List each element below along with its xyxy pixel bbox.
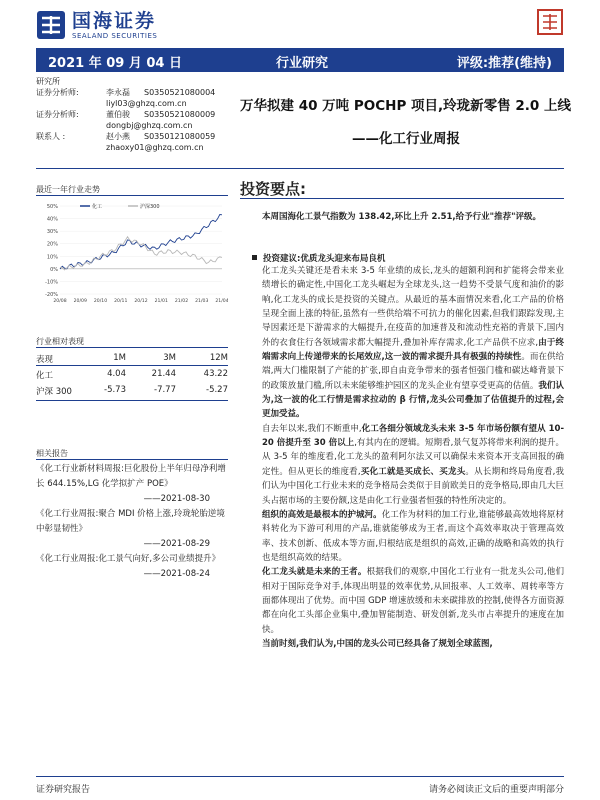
table-header-cell: 3M: [163, 353, 176, 363]
industry-rating: 评级:推荐(维持): [456, 56, 552, 71]
table-row: [36, 366, 228, 382]
related-report-date: ——2021-08-30: [143, 494, 210, 504]
table-cell: -5.27: [206, 385, 228, 395]
table-cell: 沪深 300: [36, 387, 72, 397]
perf-bottom-divider: [36, 400, 228, 401]
y-tick-label: 0%: [50, 266, 58, 273]
paragraph: [262, 508, 564, 565]
text-run-bold: 组织的高效是最根本的护城河。: [262, 509, 382, 520]
x-tick-label: 20/12: [134, 299, 148, 304]
x-tick-label: 21/02: [174, 299, 189, 304]
related-report-date: ——2021-08-29: [143, 539, 210, 549]
x-tick-label: 21/01: [154, 299, 168, 304]
analyst-name: 董伯骏: [106, 110, 130, 119]
analyst-name: 赵小燕: [106, 132, 130, 141]
paragraph: [262, 264, 564, 422]
analyst-id[interactable]: liyl03@ghzq.com.cn: [106, 99, 187, 108]
x-tick-label: 20/11: [114, 299, 128, 304]
x-tick-label: 20/10: [93, 299, 108, 304]
chart-heading: 最近一年行业走势: [36, 185, 100, 194]
series-line: [60, 215, 222, 269]
trend-chart-svg: [36, 198, 228, 308]
table-cell: 21.44: [151, 369, 176, 379]
text-run-bold: 当前时刻,我们认为,中国的龙头公司已经具备了规划全球蓝图,: [262, 638, 493, 649]
industry-trend-chart: [36, 198, 228, 308]
table-header-cell: 12M: [209, 353, 228, 363]
text-run-bold: 买化工就是买成长、买龙头: [360, 466, 466, 477]
text-run: 。而在供给端,两大门槛限制了产能的扩张,即自由竞争带来的强者恒强门槛和碳达峰背景下的政策放量门槛,所以未来能够维护园区的龙头企业有望享受更高的估值。: [262, 352, 564, 391]
performance-table: [36, 350, 228, 398]
text-run: 根据我们的观察,中国化工行业有一批龙头公司,他们相对于国际竞争对手,体现出明显的效率优势,从回报率、人工效率、周转率等方面都体现出了优势。而中国 GDP 增速放缓和未来碳排放的控制,使得各方面资源都在向化工头部企业集中,叠加智能制造、研发创新,龙头市占率提升的速度在加快。: [262, 567, 564, 635]
report-date: 2021 年 09 月 04 日: [48, 56, 182, 71]
table-cell: 4.04: [107, 369, 126, 379]
related-reports: [36, 462, 228, 582]
analyst-info: [36, 76, 236, 153]
text-run-bold: 化工龙头就是未来的王者。: [262, 567, 367, 578]
paragraph: [262, 422, 564, 508]
main-heading: 投资要点:: [240, 180, 306, 198]
analyst-id: S0350521080009: [144, 110, 216, 119]
y-tick-label: 10%: [46, 254, 58, 261]
perf-divider: [36, 347, 228, 348]
analyst-name: 李永磊: [106, 88, 130, 97]
company-logo: [36, 10, 157, 40]
body-text: [262, 264, 564, 651]
related-heading: 相关报告: [36, 449, 68, 458]
table-row: [36, 382, 228, 398]
footer-right: 请务必阅读正文后的重要声明部分: [428, 785, 564, 795]
analyst-id: S0350521080004: [144, 88, 216, 97]
footer-left: 证券研究报告: [36, 785, 91, 795]
analyst-role: 联系人 :: [36, 132, 66, 141]
series-line: [60, 237, 222, 270]
table-cell: -5.73: [104, 385, 126, 395]
text-run-bold: 化工各细分领域龙头未来 3-5 年市场份额有望从 10-20 倍提升至 30 倍以上: [262, 423, 565, 449]
table-cell: -7.77: [154, 385, 176, 395]
report-meta-bar: [36, 48, 564, 72]
report-type: 行业研究: [276, 56, 329, 71]
y-tick-label: 50%: [46, 204, 58, 210]
text-run: ,有其内在的逻辑。短期看,景气复苏将带来利润的提升。从 3-5 年的维度看,化工龙头的盈利阿尔法又可以确保未来资本开支高回报的确定性。但从更长的维度看,: [262, 438, 564, 477]
analyst-role: 证券分析师:: [36, 88, 79, 97]
logo-cn-text: 国海证券: [72, 10, 157, 32]
x-tick-label: 21/03: [195, 299, 209, 304]
table-header-cell: 1M: [113, 353, 126, 363]
related-report-link[interactable]: 《化工行业周报:聚合 MDI 价格上涨,玲珑轮胎逆境中彰显韧性》: [36, 509, 225, 534]
bullet-text: 投资建议:优质龙头迎来布局良机: [263, 254, 386, 264]
x-tick-label: 20/09: [73, 299, 87, 304]
legend-label: 化工: [92, 204, 103, 210]
analyst-row: [36, 109, 236, 120]
main-divider: [240, 198, 564, 199]
report-title: 万华拟建 40 万吨 POCHP 项目,玲珑新零售 2.0 上线: [240, 98, 572, 114]
y-tick-label: 30%: [46, 229, 58, 236]
text-run: 自去年以来,我们不断重申,: [262, 423, 362, 434]
footer-divider: [36, 776, 564, 777]
analyst-id: S0350121080059: [144, 132, 216, 141]
y-tick-label: 40%: [46, 216, 58, 223]
y-tick-label: 20%: [46, 241, 58, 248]
summary-text: 本周国海化工景气指数为 138.42,环比上升 2.51,给予行业"推荐"评级。: [262, 212, 542, 222]
text-run: 。从长期和终局角度看,我们认为中国化工行业未来的竞争格局会类似于目前欧美日的竞争格局,即由几大巨头占据市场的主要份额,这是由化工行业强者恒强的特性所决定的。: [262, 466, 565, 506]
analyst-row: [36, 120, 236, 131]
text-run: 化工作为材料的加工行业,谁能够最高效地将原材料转化为下游可利用的产品,谁就能够成为王者,而这个高效率取决于管理高效率、技术创新、低成本等方面,归根结底是组织的高效,正确的战略和高效的执行也是组织高效的结果。: [262, 509, 564, 563]
text-run-bold: 我们认为,这一波的化工行情是需求拉动的 β 行情,龙头公司叠加了估值提升的过程,会更加受益。: [262, 380, 564, 420]
y-tick-label: -10%: [45, 279, 58, 286]
paragraph: [262, 637, 564, 651]
related-divider: [36, 459, 228, 460]
investment-advice-heading: [252, 252, 385, 264]
logo-en-text: SEALAND SECURITIES: [72, 32, 158, 40]
analyst-row: [36, 142, 236, 153]
text-run-bold: 由于终端需求向上传递带来的长尾效应,这一波的需求提升具有极强的持续性: [262, 337, 564, 363]
header-divider: [36, 168, 564, 169]
institute-label: 研究所: [36, 77, 60, 86]
table-cell: 43.22: [203, 369, 228, 379]
y-tick-label: -20%: [45, 292, 58, 298]
analyst-row: [36, 98, 236, 109]
related-report-link[interactable]: 《化工行业新材料周报:巨化股份上半年归母净利增长 644.15%,LG 化学拟扩产 POE》: [36, 464, 226, 489]
paragraph: [262, 565, 564, 637]
text-run: 化工龙头关键还是看未来 3-5 年业绩的成长,龙头的超额利润和扩能将会带来业绩增长的确定性,中国化工龙头崛起为全球龙头,这一趋势不受景气度和油价的影响,化工龙头的成长是投资的关键点。从最近的基本面情况来看,化工产品的价格呈现全面上涨的特征,虽然有一些供给端不可抗力的催化因素,但我们跟踪发现,主导因素还是下游需求的大幅提升,在疫苗的加速普及和流动性充裕的背景下,国内外的衣食住行各领域需求都大幅提升,叠加补库存需求,化工产品供不应求,: [262, 266, 564, 348]
related-report-link[interactable]: 《化工行业周报:化工景气向好,多公司业绩提升》: [36, 554, 221, 564]
analyst-id[interactable]: zhaoxy01@ghzq.com.cn: [106, 143, 204, 152]
x-tick-label: 20/08: [53, 299, 67, 304]
legend-label: 沪深300: [140, 204, 160, 210]
analyst-role: 证券分析师:: [36, 110, 79, 119]
x-tick-label: 21/04: [215, 299, 228, 304]
analyst-row: [36, 131, 236, 142]
perf-heading: 行业相对表现: [36, 337, 84, 346]
table-header-cell: 表现: [36, 355, 54, 365]
seal-stamp-icon: [536, 8, 564, 36]
report-subtitle: ——化工行业周报: [352, 131, 460, 147]
table-cell: 化工: [36, 371, 54, 381]
bullet-icon: [252, 255, 257, 260]
logo-mark-icon: [36, 10, 66, 40]
table-header-row: [36, 350, 228, 366]
chart-divider: [36, 195, 228, 196]
analyst-id[interactable]: dongbj@ghzq.com.cn: [106, 121, 193, 130]
analyst-row: [36, 87, 236, 98]
related-report-date: ——2021-08-24: [143, 569, 210, 579]
